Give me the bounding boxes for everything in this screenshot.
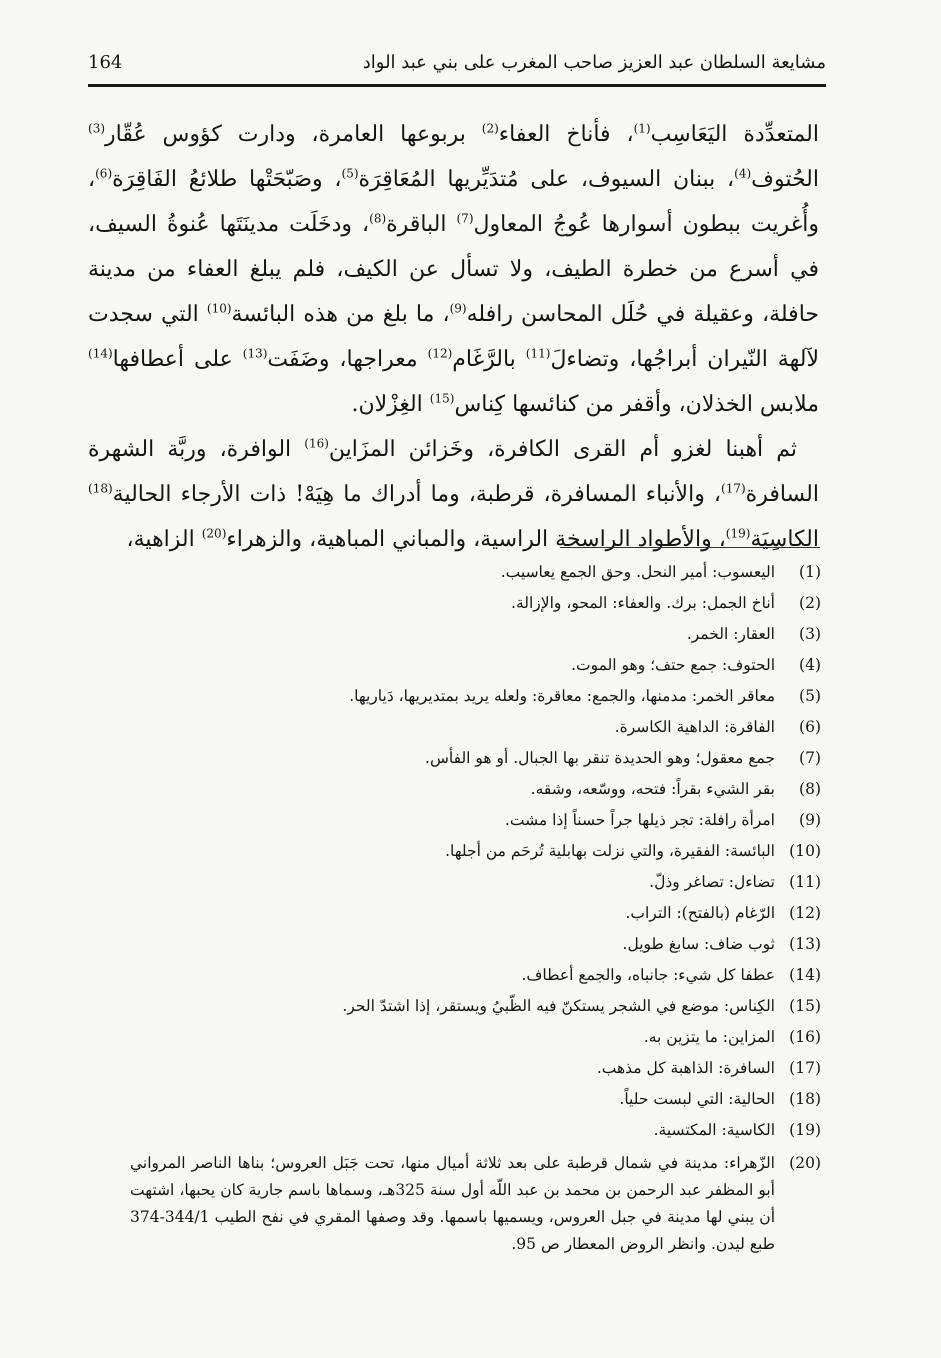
footnote-number: (18)	[789, 1090, 821, 1108]
footnote-number: (10)	[789, 842, 821, 860]
text-run: ، والأنباء المسافرة، قرطبة، وما أدراك ما هِيَهْ! ذات الأرجاء الحالية	[112, 482, 722, 507]
footnote-text: الحتوف: جمع حتف؛ وهو الموت.	[571, 656, 775, 674]
footnote-item	[130, 1084, 821, 1115]
footnote-text: بقر الشيء بقراً: فتحه، ووسّعه، وشقه.	[530, 780, 775, 798]
text-run: ، ببنان السيوف، على مُتدَيِّريها المُعَاقِرَة	[358, 167, 735, 192]
paragraph-1	[88, 112, 819, 427]
text-run: بالرَّغَام	[452, 347, 526, 372]
footnote-text: الكِناس: موضع في الشجر يستكنّ فيه الظّبيُ ويستقر، إذا اشتدّ الحر.	[342, 997, 775, 1015]
running-title: مشايعة السلطان عبد العزيز صاحب المغرب على بني عبد الواد	[362, 51, 826, 73]
footnote-marker: (12)	[427, 346, 453, 361]
footnote-item	[130, 929, 821, 960]
footnote-marker: (1)	[633, 121, 651, 136]
footnote-item	[130, 1115, 821, 1146]
footnote-marker: (9)	[449, 301, 467, 316]
footnote-marker: (16)	[304, 436, 329, 451]
footnote-text: السافرة: الذاهبة كل مذهب.	[596, 1059, 775, 1077]
footnote-item	[130, 774, 821, 805]
footnote-item	[130, 991, 821, 1022]
footnote-text: ثوب ضاف: سابغ طويل.	[622, 935, 775, 953]
footnotes	[130, 557, 821, 1258]
page-header	[88, 40, 826, 87]
footnote-marker: (11)	[525, 346, 551, 361]
footnote-item	[130, 960, 821, 991]
footnote-marker: (20)	[201, 526, 227, 541]
footnote-item	[130, 898, 821, 929]
text-run: ، فأناخ العفاء	[498, 122, 634, 147]
footnote-number: (20)	[789, 1154, 821, 1172]
footnote-separator	[560, 547, 820, 548]
footnote-number: (5)	[799, 687, 821, 705]
footnote-text: امرأة رافلة: تجر ذيلها جراً حسناً إذا مشت.	[504, 811, 775, 829]
text-run: على أعطافها	[112, 347, 243, 372]
footnote-number: (12)	[789, 904, 821, 922]
text-run: ، والأطواد الراسخة الراسية، والمباني المباهية، والزهراء	[226, 527, 726, 552]
text-run: ، ما بلغ من هذه البائسة	[231, 302, 450, 327]
footnote-number: (13)	[789, 935, 821, 953]
footnote-number: (7)	[799, 749, 821, 767]
footnote-number: (14)	[789, 966, 821, 984]
footnote-text: الزّهراء: مدينة في شمال قرطبة على بعد ثلاثة أميال منها، تحت جَبَل العروس؛ بناها الناصر المرواني أبو المظفر عبد الرحمن بن محمد بن عبد اللّه أول سنة 325هـ، وسماها باسم جارية كان يحبها، اشتهت أن يبني لها مدينة في جبل العروس، ويسميها باسمها. وقد وصفها المقري في نفح الطيب 344/1-374 طبع ليدن. وانظر الروض المعطار ص 95.	[130, 1154, 775, 1253]
footnote-number: (9)	[799, 811, 821, 829]
footnote-marker: (14)	[88, 346, 113, 361]
footnote-number: (8)	[799, 780, 821, 798]
footnote-item	[130, 867, 821, 898]
footnote-number: (19)	[789, 1121, 821, 1139]
footnote-text: معاقر الخمر: مدمنها، والجمع: معاقرة: ولعله يريد بمتديريها، دَياريها.	[349, 687, 775, 705]
footnote-text: الحالية: التي لبست حلياً.	[619, 1090, 775, 1108]
footnote-number: (6)	[799, 718, 821, 736]
footnote-item	[130, 588, 821, 619]
text-run: معراجها، وضَفَت	[267, 347, 428, 372]
footnote-item	[130, 619, 821, 650]
text-run: ملابس الخذلان، وأقفر من كنائسها كِناس	[454, 392, 819, 417]
footnote-item	[130, 681, 821, 712]
footnote-marker: (2)	[481, 121, 499, 136]
footnote-item	[130, 712, 821, 743]
footnote-text: عطفا كل شيء: جانباه، والجمع أعطاف.	[521, 966, 775, 984]
footnote-marker: (18)	[88, 481, 113, 496]
footnote-text: البائسة: الفقيرة، والتي نزلت بهابلية تُرحَم من أجلها.	[445, 842, 775, 860]
page-number: 164	[88, 51, 123, 73]
footnote-item	[130, 805, 821, 836]
text-run: ، وصَبّحَتْها طلائعُ الفَاقِرَة	[112, 167, 342, 192]
main-text	[88, 112, 819, 562]
text-run: الباقرة	[386, 212, 457, 237]
text-run: الوافرة، وربَّة الشهرة السافرة	[88, 437, 819, 507]
text-run: بربوعها العامرة، ودارت كؤوس عُقّار	[105, 122, 482, 147]
footnote-item	[130, 557, 821, 588]
footnote-item	[130, 1150, 821, 1258]
footnote-marker: (8)	[369, 211, 387, 226]
footnote-text: اليعسوب: أمير النحل. وحق الجمع يعاسيب.	[500, 563, 775, 581]
paragraph-2	[88, 427, 819, 562]
footnote-marker: (13)	[242, 346, 268, 361]
footnote-item	[130, 743, 821, 774]
footnote-text: العقار: الخمر.	[686, 625, 775, 643]
footnote-item	[130, 1022, 821, 1053]
footnote-marker: (6)	[95, 166, 113, 181]
footnote-number: (4)	[799, 656, 821, 674]
footnote-marker: (10)	[206, 301, 232, 316]
footnote-number: (2)	[799, 594, 821, 612]
text-run: ثم أهبنا لغزو أم القرى الكافرة، وخَزائن المزَاين	[328, 437, 798, 462]
footnote-number: (16)	[789, 1028, 821, 1046]
footnote-text: المزاين: ما يتزين به.	[643, 1028, 775, 1046]
footnote-number: (3)	[799, 625, 821, 643]
footnote-text: تضاءل: تصاغر وذلّ.	[649, 873, 775, 891]
footnote-marker: (15)	[429, 391, 455, 406]
footnote-text: الفاقرة: الداهية الكاسرة.	[614, 718, 775, 736]
footnote-number: (1)	[799, 563, 821, 581]
footnote-text: أناخ الجمل: برك. والعفاء: المحو، والإزالة.	[511, 594, 775, 612]
text-run: ، وأُغريت ببطون أسوارها عُوجُ المعاول	[88, 167, 819, 237]
text-run: الكاسِيَة	[750, 527, 819, 552]
text-run: الغِزْلان.	[351, 392, 430, 417]
footnote-item	[130, 650, 821, 681]
text-run: ، ودخَلَت مدينَتَها عُنوةُ السيف، في أسرع من خطرة الطيف، ولا تسأل عن الكيف، فلم يبلغ العفاء من مدينة حافلة، وعقيلة في حُلَل المحاسن رافله	[88, 212, 819, 327]
footnote-number: (15)	[789, 997, 821, 1015]
text-run: الحُتوف	[751, 167, 819, 192]
footnote-marker: (4)	[734, 166, 752, 181]
footnote-number: (17)	[789, 1059, 821, 1077]
footnote-text: الرّغام (بالفتح): التراب.	[625, 904, 775, 922]
footnote-marker: (3)	[88, 121, 106, 136]
footnote-marker: (19)	[725, 526, 751, 541]
footnote-marker: (7)	[456, 211, 474, 226]
footnote-text: جمع معقول؛ وهو الحديدة تنقر بها الجبال. أو هو الفأس.	[425, 749, 775, 767]
text-run: التي سجدت لآلهة النّيران أبراجُها، وتضاءلَ	[88, 302, 819, 372]
footnote-text: الكاسية: المكتسية.	[653, 1121, 775, 1139]
footnote-marker: (5)	[341, 166, 359, 181]
text-run: الزاهية،	[126, 527, 202, 552]
footnote-marker: (17)	[721, 481, 746, 496]
footnote-item	[130, 836, 821, 867]
footnote-item	[130, 1053, 821, 1084]
text-run: المتعدِّدة اليَعَاسِب	[650, 122, 819, 147]
footnote-number: (11)	[789, 873, 821, 891]
